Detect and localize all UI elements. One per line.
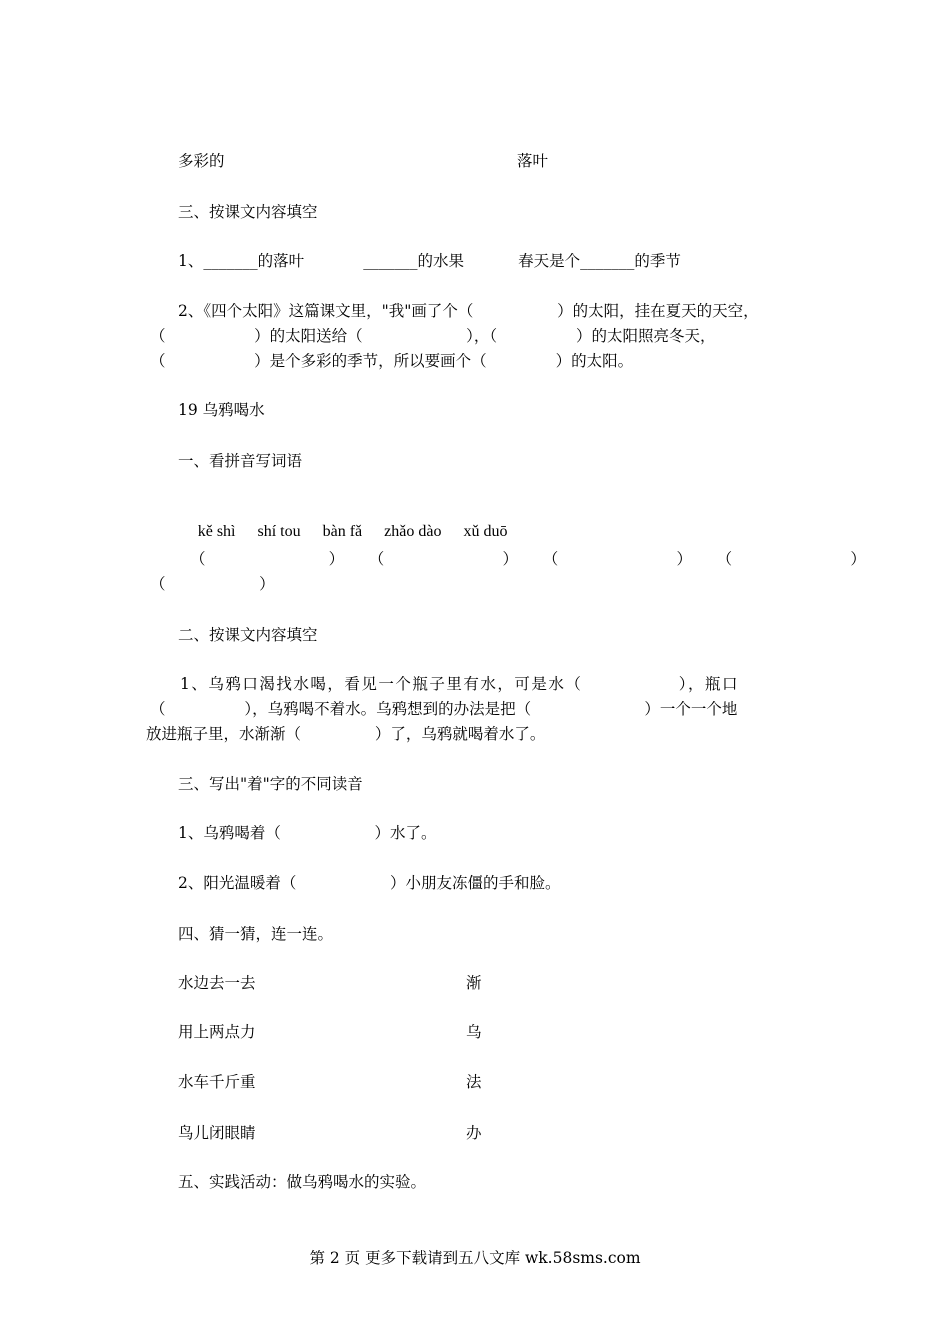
fill-blank-p2-line2: （ ），乌鸦喝不着水。乌鸦想到的办法是把（ ）一个一个地 (150, 700, 738, 718)
fill-blank-p2-line3: 放进瓶子里，水渐渐（ ）了，乌鸦就喝着水了。 (146, 725, 546, 743)
fill-blank-q2-line2: （ ）的太阳送给（ ），（ ）的太阳照亮冬天， (150, 327, 716, 345)
riddle-clue: 水车千斤重 (178, 1073, 256, 1091)
answer-brackets-line2: （ ） (150, 575, 275, 593)
lesson19-part1-heading: 一、看拼音写词语 (178, 452, 303, 470)
pinyin-item: kě shì (197, 523, 236, 540)
fill-blank-q2-line1: 2、《四个太阳》这篇课文里，"我"画了个（ ）的太阳，挂在夏天的天空， (178, 302, 759, 320)
riddle-clue: 用上两点力 (178, 1023, 256, 1041)
answer-brackets-line1: （ ） （ ） （ ） （ ） (190, 550, 866, 568)
zhe-reading-2: 2、阳光温暖着（ ）小朋友冻僵的手和脸。 (178, 874, 561, 892)
lesson19-part5-heading: 五、实践活动：做乌鸦喝水的实验。 (178, 1173, 427, 1191)
riddle-clue: 水边去一去 (178, 974, 256, 992)
riddle-answer: 乌 (466, 1023, 482, 1041)
pinyin-item: shí tou (257, 523, 301, 540)
lesson19-part2-heading: 二、按课文内容填空 (178, 626, 318, 644)
lesson19-title: 19 乌鸦喝水 (178, 401, 265, 419)
section18-part3-heading: 三、按课文内容填空 (178, 203, 318, 221)
pinyin-item: bàn fǎ (322, 523, 363, 540)
riddle-answer: 法 (466, 1073, 482, 1091)
fill-blank-p2-line1: 1、乌鸦口渴找水喝，看见一个瓶子里有水，可是水（ ），瓶口 (180, 675, 740, 693)
pinyin-item: zhǎo dào (384, 523, 442, 540)
fill-blank-q1: 1、_______的落叶 _______的水果 春天是个_______的季节 (178, 252, 681, 270)
pinyin-item: xǔ duō (463, 523, 508, 540)
riddle-answer: 渐 (466, 974, 482, 992)
fill-blank-q2-line3: （ ）是个多彩的季节，所以要画个（ ）的太阳。 (150, 352, 634, 370)
riddle-clue: 鸟儿闭眼睛 (178, 1124, 256, 1142)
zhe-reading-1: 1、乌鸦喝着（ ）水了。 (178, 824, 437, 842)
word-left: 多彩的 (178, 152, 225, 170)
word-right: 落叶 (517, 152, 549, 170)
riddle-answer: 办 (466, 1124, 482, 1142)
page-footer: 第 2 页 更多下载请到五八文库 wk.58sms.com (309, 1249, 641, 1267)
lesson19-part4-heading: 四、猜一猜，连一连。 (178, 925, 334, 943)
lesson19-part3-heading: 三、写出"着"字的不同读音 (178, 775, 363, 793)
